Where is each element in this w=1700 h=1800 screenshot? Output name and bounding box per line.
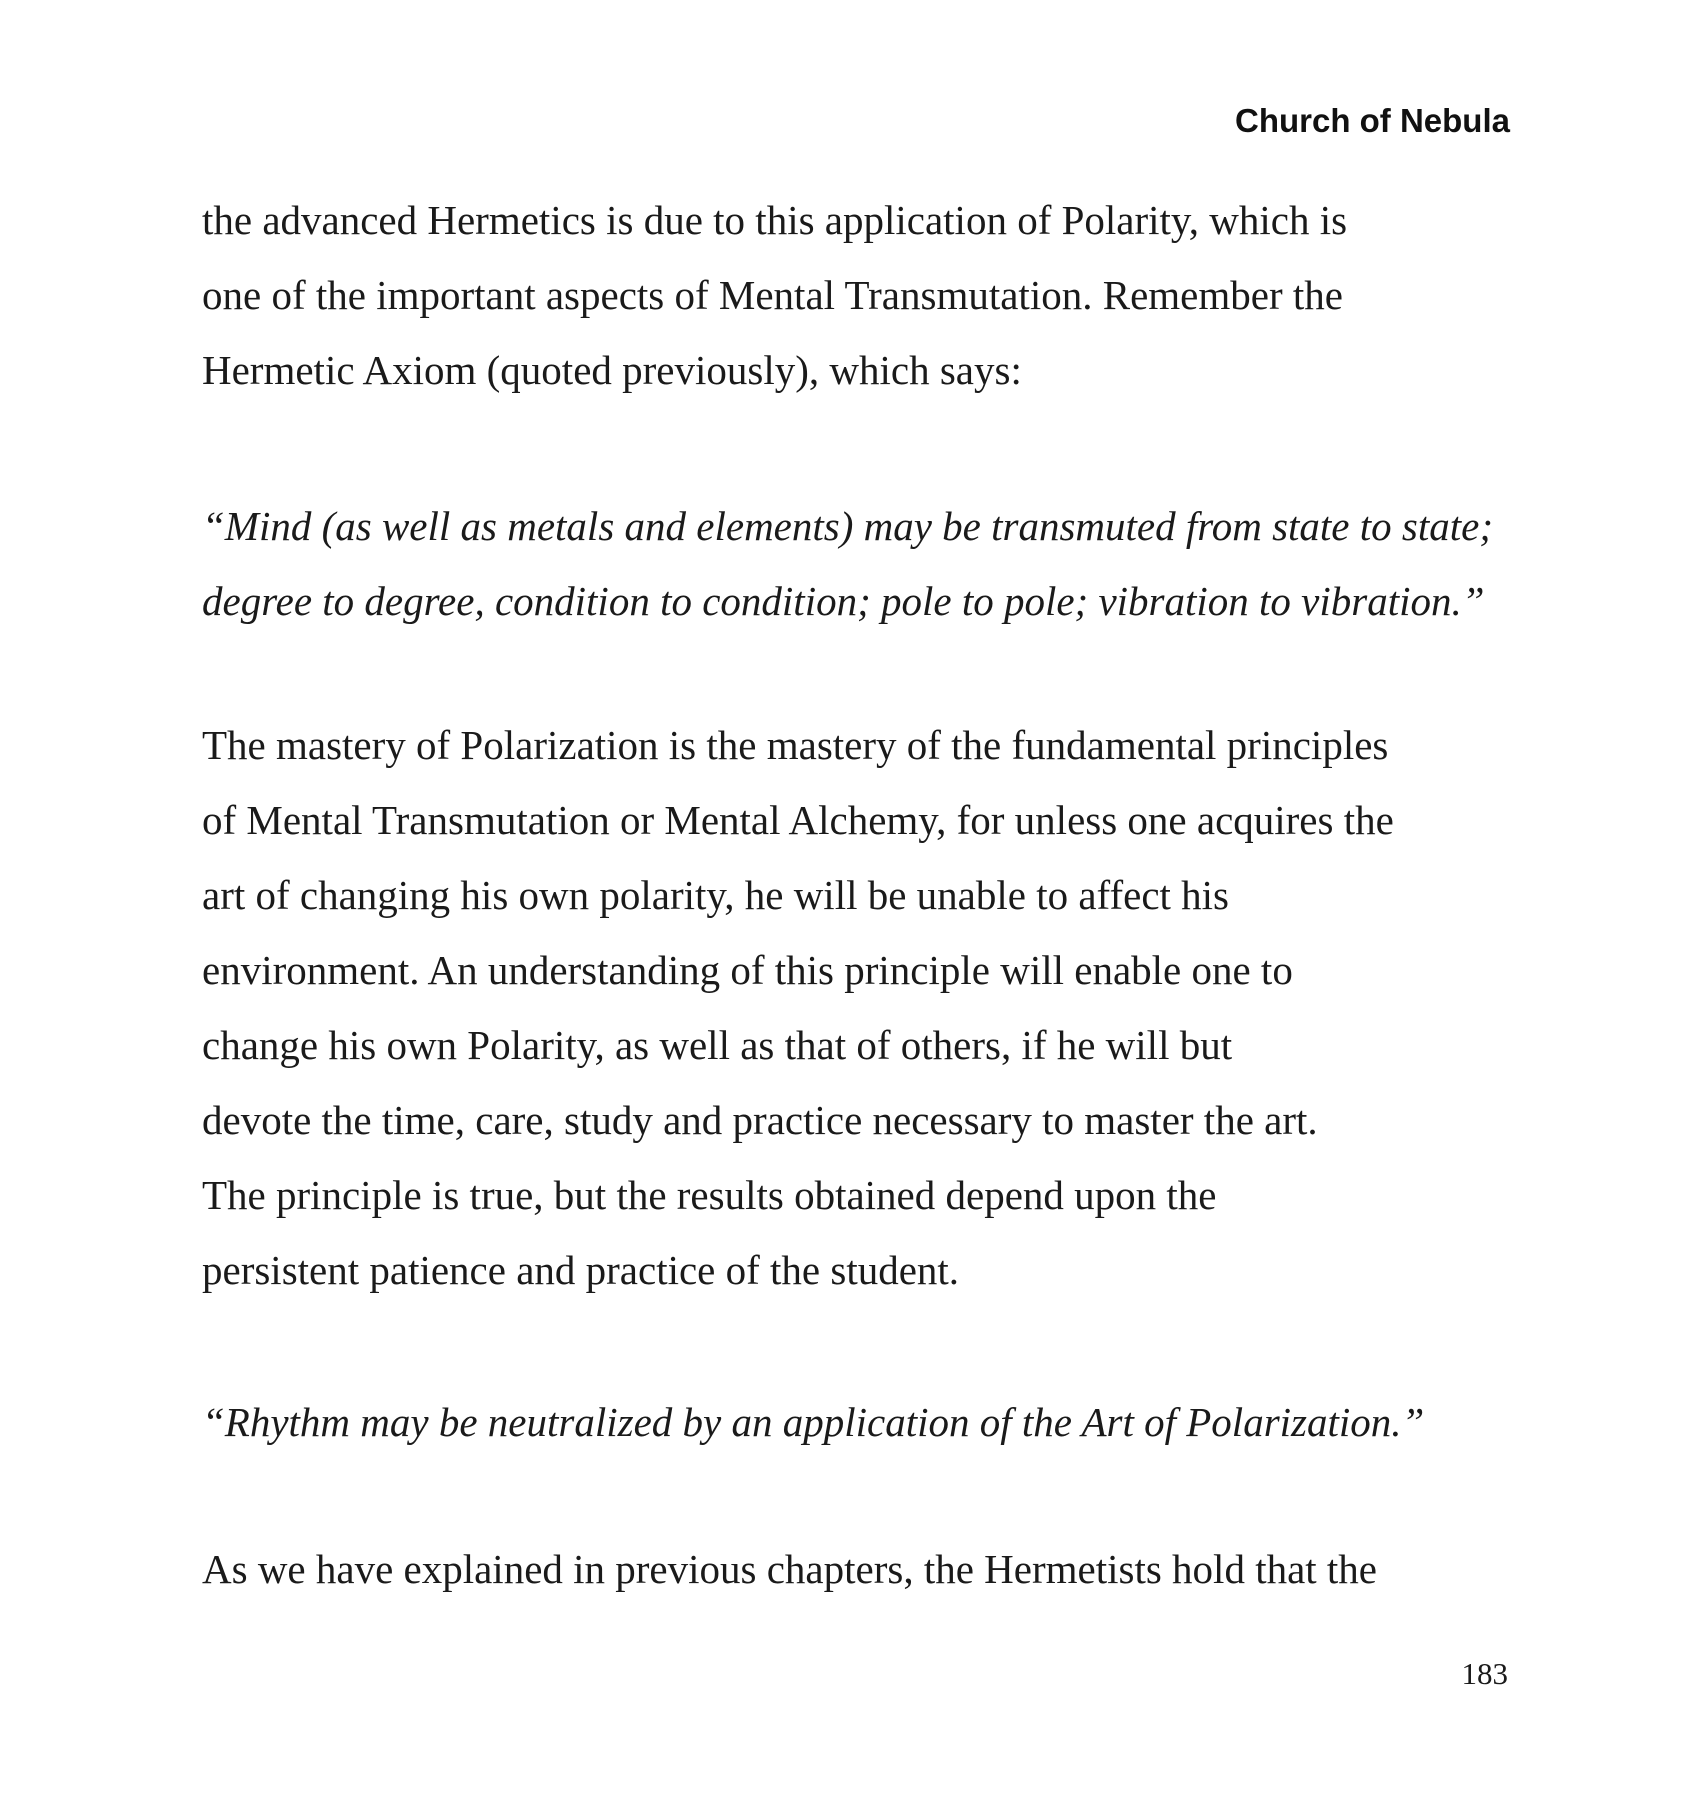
quote-line: “Mind (as well as metals and elements) may be transmuted from state to state; [202,503,1493,549]
page-number: 183 [1461,1656,1508,1691]
quote-line: “Rhythm may be neutralized by an application of the Art of Polarization.” [202,1399,1425,1445]
text-line: The principle is true, but the results obtained depend upon the [202,1172,1217,1218]
text-line: art of changing his own polarity, he will be unable to affect his [202,872,1230,918]
text-line: The mastery of Polarization is the mastery of the fundamental principles [202,722,1389,768]
text-line: persistent patience and practice of the student. [202,1247,960,1293]
text-line: Hermetic Axiom (quoted previously), which says: [202,347,1022,393]
text-line: of Mental Transmutation or Mental Alchemy, for unless one acquires the [202,797,1394,843]
text-line: environment. An understanding of this principle will enable one to [202,947,1293,993]
text-line: devote the time, care, study and practice necessary to master the art. [202,1097,1318,1143]
text-line: the advanced Hermetics is due to this application of Polarity, which is [202,197,1348,243]
running-header: Church of Nebula [1234,102,1510,139]
text-line: one of the important aspects of Mental Transmutation. Remember the [202,272,1343,318]
text-line: As we have explained in previous chapters, the Hermetists hold that the [202,1546,1378,1592]
text-line: change his own Polarity, as well as that of others, if he will but [202,1022,1233,1068]
quote-line: degree to degree, condition to condition; pole to pole; vibration to vibration.” [202,578,1485,624]
